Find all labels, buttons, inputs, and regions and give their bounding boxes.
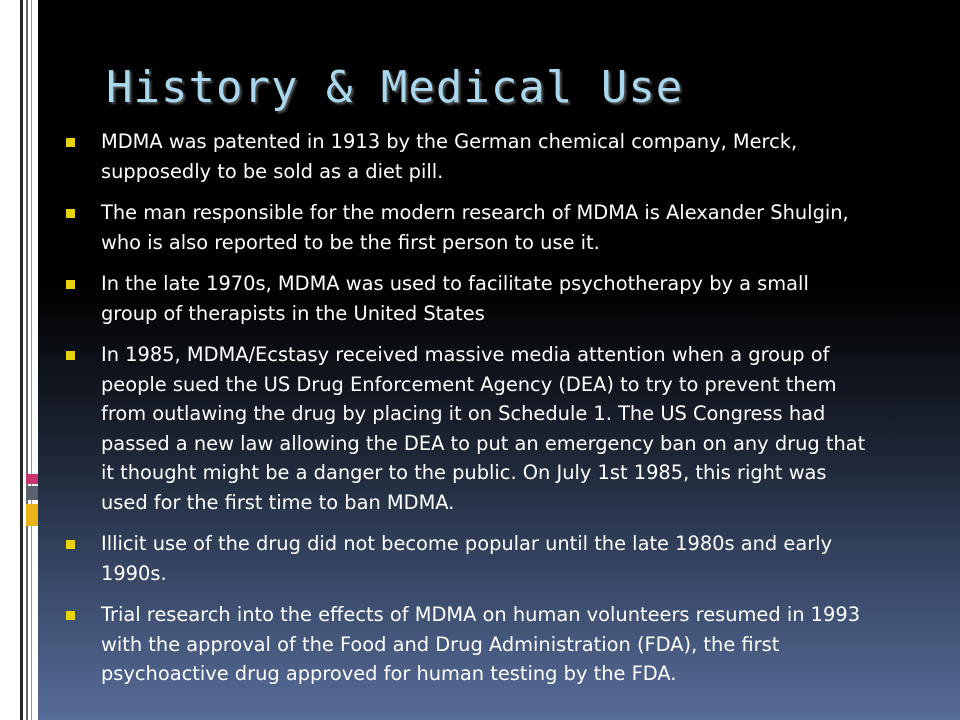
deco-square-yellow	[26, 504, 38, 526]
bullet-text: The man responsible for the modern research of MDMA is Alexander Shulgin, who is also reported to be the first person to use it.	[101, 201, 849, 254]
bullet-item	[66, 340, 866, 517]
bullet-item	[66, 198, 866, 257]
slide-title: History & Medical Use	[106, 62, 684, 113]
bullet-text: MDMA was patented in 1913 by the German chemical company, Merck, supposedly to be sold as a diet pill.	[101, 130, 798, 183]
bullet-text: Illicit use of the drug did not become popular until the late 1980s and early 1990s.	[101, 532, 833, 585]
bullet-marker-icon	[66, 138, 75, 147]
bullet-marker-icon	[66, 611, 75, 620]
bullet-marker-icon	[66, 540, 75, 549]
bullet-list	[66, 127, 866, 701]
deco-square-gray	[26, 486, 38, 500]
bullet-text: In 1985, MDMA/Ecstasy received massive media attention when a group of people sued the US Drug Enforcement Agency (DEA) to try to prevent them from outlawing the drug by placing it on Schedule 1. The US Congress had passed a new law allowing the DEA to put an emergency ban on any drug that it thought might be a danger to the public. On July 1st 1985, this right was used for the first time to ban MDMA.	[101, 343, 866, 514]
bullet-marker-icon	[66, 209, 75, 218]
bullet-item	[66, 600, 866, 689]
decorative-lines	[20, 0, 38, 720]
deco-square-red	[26, 474, 38, 484]
bullet-item	[66, 529, 866, 588]
left-accent-bar	[0, 0, 38, 720]
bullet-item	[66, 269, 866, 328]
bullet-text: Trial research into the effects of MDMA on human volunteers resumed in 1993 with the approval of the Food and Drug Administration (FDA), the first psychoactive drug approved for human testing by the FDA.	[101, 603, 861, 685]
bullet-item	[66, 127, 866, 186]
bullet-marker-icon	[66, 351, 75, 360]
bullet-text: In the late 1970s, MDMA was used to facilitate psychotherapy by a small group of therapists in the United States	[101, 272, 809, 325]
bullet-marker-icon	[66, 280, 75, 289]
